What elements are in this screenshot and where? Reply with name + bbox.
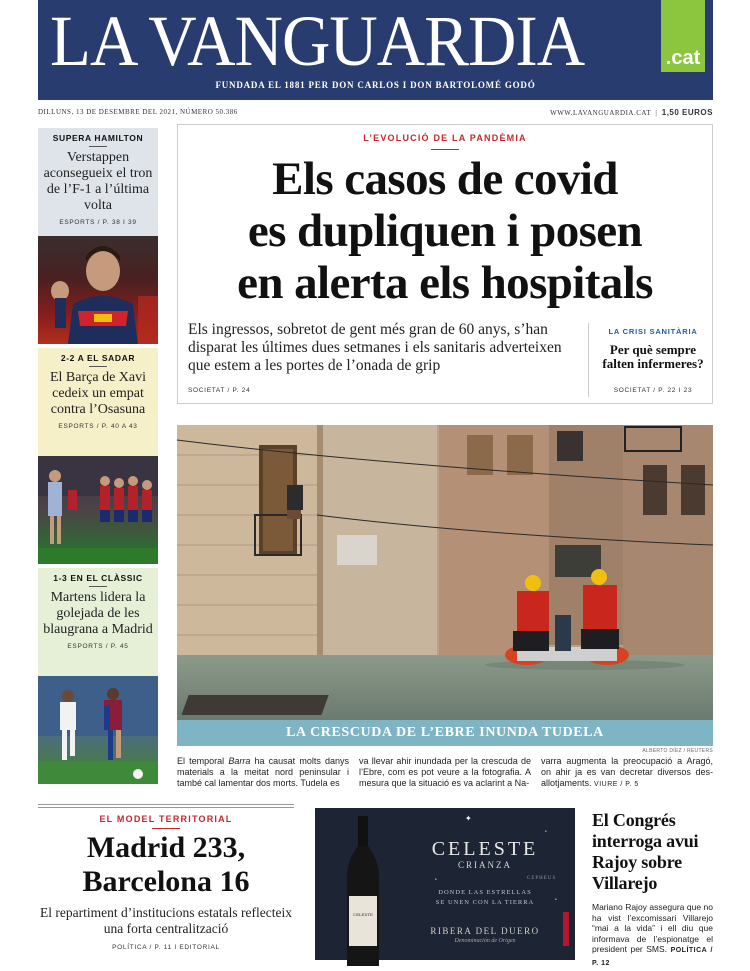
ad-tagline xyxy=(410,888,560,908)
flood-photo xyxy=(177,425,713,745)
headline-line: es dupliquen i posen xyxy=(247,205,643,257)
congres-title[interactable]: El Congrés interroga avui Rajoy sobre Villarejo xyxy=(592,810,699,893)
sidebar-kicker: 2-2 A EL SADAR xyxy=(60,353,136,363)
ad-mark xyxy=(563,912,569,946)
divider xyxy=(89,366,107,367)
side-page-ref: SOCIETAT / P. 22 I 23 xyxy=(613,387,693,394)
dateline xyxy=(38,108,713,120)
cat-badge: .cat xyxy=(661,0,705,72)
sidebar-story-barca[interactable] xyxy=(38,348,158,456)
tagline-line: SE UNEN CON LA TIERRA xyxy=(435,899,535,906)
side-title[interactable]: Per què sempre falten infermeres? xyxy=(602,342,704,371)
barca-osasuna-photo xyxy=(38,456,158,564)
constellation-label: CEPHEUS xyxy=(527,876,557,881)
photo-text-col-1: El temporal Barra ha causat molts danys materials a la meitat nord peninsular i també cal lamentar dos morts. Tudela es xyxy=(177,756,349,788)
territorial-page-ref: POLÍTICA / P. 11 I EDITORIAL xyxy=(112,944,220,951)
sidebar-kicker: 1-3 EN EL CLÀSSIC xyxy=(53,573,143,583)
star-icon: • xyxy=(435,878,437,883)
title-line: Barcelona 16 xyxy=(82,865,250,898)
site-price: WWW.LAVANGUARDIA.CAT | 1,50 EUROS xyxy=(550,108,713,117)
lead-story[interactable] xyxy=(177,124,713,404)
territorial-title[interactable] xyxy=(38,831,294,899)
photo-text-col-3: varra augmenta la preocupació a Aragó, on ahir ja es van decretar diversos des-allotjaments. VIURE / P. 5 xyxy=(541,756,713,788)
territorial-kicker: EL MODEL TERRITORIAL xyxy=(99,814,233,824)
divider xyxy=(152,828,180,829)
sidebar-page-ref: ESPORTS / P. 45 xyxy=(67,643,129,650)
star-icon: • xyxy=(545,830,547,835)
founded-line: FUNDADA EL 1881 PER DON CARLOS I DON BARTOLOMÉ GODÓ xyxy=(215,80,536,90)
photo-text-col-2: va llevar ahir inundada per la crescuda de l’Ebre, com es pot veure a la fotografia. A mesura que la situació es va aclarint a Na- xyxy=(359,756,531,788)
congres-story[interactable] xyxy=(592,810,713,967)
ad-brand: CELESTE xyxy=(431,838,539,860)
congres-body: Mariano Rajoy assegura que no ha vist l’excomissari Villarejo “mai a la vida” i ell diu que informava de l’espionatge el president per SMS. POLÍTICA / P. 12 xyxy=(592,902,713,967)
bottle-label: CELESTE xyxy=(353,912,373,917)
website-link[interactable]: WWW.LAVANGUARDIA.CAT xyxy=(550,109,651,117)
storm-name: Barra xyxy=(228,756,251,766)
sidebar-story-martens[interactable] xyxy=(38,568,158,676)
lead-lede: Els ingressos, sobretot de gent més gran de 60 anys, s’han disparat les últimes dues setmanes i els sanitaris adverteixen que estem a les portes de l’onada de grip xyxy=(188,321,562,374)
price: 1,50 EUROS xyxy=(661,108,713,117)
verstappen-photo xyxy=(38,236,158,344)
issue-date: DILLUNS, 13 DE DESEMBRE DEL 2021, NÚMERO 50.386 xyxy=(38,108,238,116)
ad-origin: RIBERA DEL DUERO xyxy=(430,926,540,936)
wine-bottle xyxy=(343,816,383,966)
ad-subtitle: CRIANZA xyxy=(458,860,512,870)
lead-headline[interactable] xyxy=(178,153,712,309)
divider xyxy=(38,807,294,808)
divider xyxy=(89,586,107,587)
photo-page-ref: VIURE / P. 5 xyxy=(594,781,639,788)
sidebar-title[interactable]: Martens lidera la golejada de les blaugrana a Madrid xyxy=(43,590,153,637)
title-line: Madrid 233, xyxy=(86,831,246,864)
headline-line: en alerta els hospitals xyxy=(237,257,653,309)
headline-line: Els casos de covid xyxy=(272,153,618,205)
sidebar-title[interactable]: Verstappen aconsegueix el tron de l’F-1 a l’última volta xyxy=(43,150,153,213)
photo-text xyxy=(177,756,713,796)
photo-credit: ALBERTO DÍEZ / REUTERS xyxy=(642,748,713,754)
congres-page-ref: POLÍTICA / P. 12 xyxy=(592,947,713,967)
sidebar-story-verstappen[interactable] xyxy=(38,128,158,236)
masthead xyxy=(38,0,713,100)
lead-page-ref: SOCIETAT / P. 24 xyxy=(188,387,251,394)
side-kicker: LA CRISI SANITÀRIA xyxy=(608,327,698,336)
tagline-line: DONDE LAS ESTRELLAS xyxy=(438,889,532,896)
sidebar-page-ref: ESPORTS / P. 40 A 43 xyxy=(58,423,138,430)
wine-advertisement[interactable] xyxy=(315,808,575,960)
territorial-lede: El repartiment d’institucions estatals reflecteix una forta centralització xyxy=(40,905,292,936)
star-icon: ✦ xyxy=(465,814,472,823)
lead-kicker: L’EVOLUCIÓ DE LA PANDÈMIA xyxy=(363,133,527,143)
photo-caption: LA CRESCUDA DE L’EBRE INUNDA TUDELA xyxy=(177,720,713,746)
territorial-story[interactable] xyxy=(38,812,294,960)
sidebar-kicker: SUPERA HAMILTON xyxy=(52,133,144,143)
newspaper-logo[interactable]: LA VANGUARDIA xyxy=(50,1,585,81)
divider xyxy=(588,323,589,397)
sidebar-title[interactable]: El Barça de Xavi cedeix un empat contra l’Osasuna xyxy=(49,370,146,417)
divider xyxy=(89,146,107,147)
star-icon: • xyxy=(555,898,557,903)
sidebar-page-ref: ESPORTS / P. 38 I 39 xyxy=(59,219,137,226)
womens-clasico-photo xyxy=(38,676,158,784)
divider xyxy=(38,804,294,805)
divider xyxy=(431,149,459,150)
ad-origin-sub: Denominación de Origen xyxy=(454,938,516,944)
